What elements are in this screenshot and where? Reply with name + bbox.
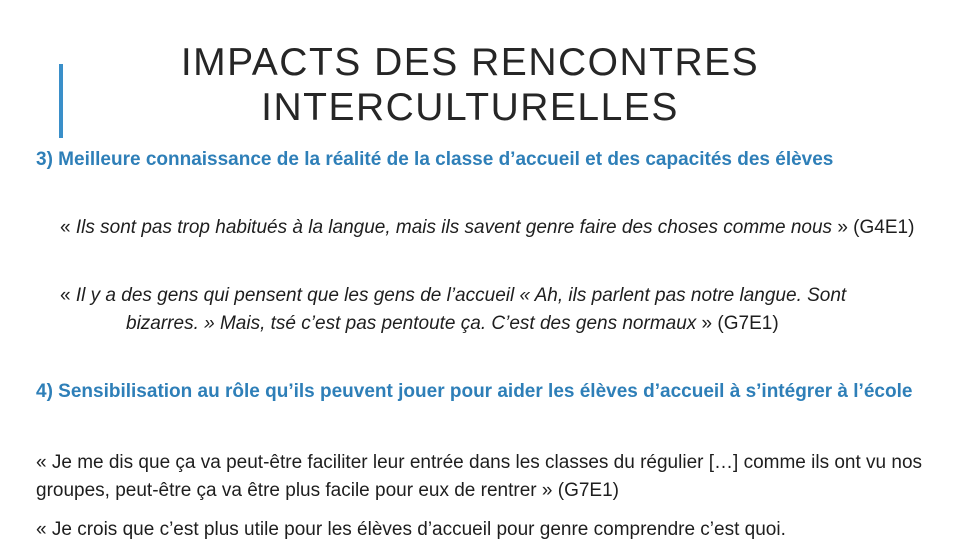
quote-1-open: « [60,217,76,238]
quote-1-citation: » (G4E1) [832,217,915,238]
quote-2-citation: » (G7E1) [696,313,779,334]
section-4-quote-2: « Je crois que c’est plus utile pour les élèves d’accueil pour genre comprendre c’est quoi. [36,519,786,540]
section-4-heading: 4) Sensibilisation au rôle qu’ils peuvent jouer pour aider les élèves d’accueil à s’intégrer à l’école [36,381,913,402]
quote-1-text: Ils sont pas trop habitués à la langue, mais ils savent genre faire des choses comme nous [75,217,833,238]
slide-title [70,40,870,130]
quote-2-open: « [60,285,76,306]
section-4-quote-1: « Je me dis que ça va peut-être faciliter leur entrée dans les classes du régulier […] comme ils ont vu nos groupes, peut-être ça va être plus facile pour eux de rentrer » (G7E1) [36,452,923,501]
slide-title-line-1: IMPACTS DES RENCONTRES [180,41,760,84]
quote-2-text-b: bizarres. » Mais, tsé c’est pas pentoute ça. C’est des gens normaux [126,313,697,334]
quote-2-text-a: Il y a des gens qui pensent que les gens de l’accueil « Ah, ils parlent pas notre langue. Sont [75,285,847,306]
section-3-quote-1 [36,214,936,242]
title-accent-bar [59,64,63,138]
slide-title-line-2: INTERCULTURELLES [261,86,679,129]
section-3-heading: 3) Meilleure connaissance de la réalité de la classe d’accueil et des capacités des élèves [36,149,834,170]
section-3-quote-2 [36,282,936,338]
